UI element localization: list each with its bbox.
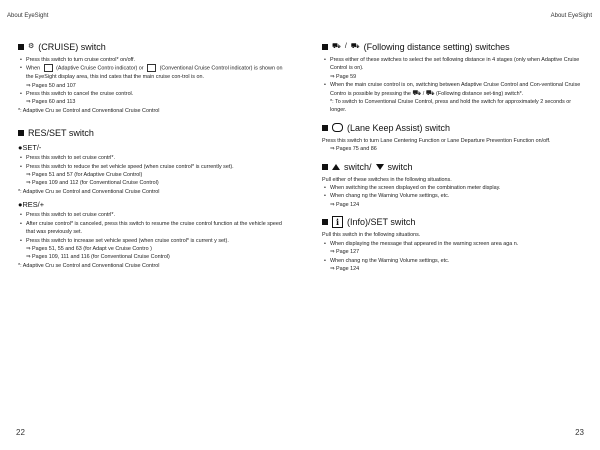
page-header: About EyeSight — [550, 13, 592, 19]
section-bullet-icon — [322, 125, 328, 131]
cruise-icon: ⚙ — [28, 43, 35, 50]
set-minus-subheading: ●SET/- — [18, 143, 42, 153]
section-bullet-icon — [322, 164, 328, 170]
page-number: 23 — [575, 428, 584, 437]
up-down-switch-heading: switch/ switch — [322, 161, 588, 173]
right-column — [322, 41, 588, 273]
section-bullet-icon — [18, 44, 24, 50]
res-plus-body: • Press this switch to set cruise contrl*. • After cruise control* is canceled, press this switch to resume the cruise control function at the vehicle speed that was previously set. • Press this switch to increase set vehicle speed (when cruise control* is current y set). ⇒ Pages 51, 55 and 63 (for Adapt ve Cruise Contro ) ⇒ Pages 109, 111 and 116 (for Conventional Cruise Control) *: Adaptive Cru se Control and Conventional Cruise Control — [18, 211, 286, 270]
distance-increase-icon: ⛟ — [425, 89, 435, 97]
distance-decrease-icon: ⛟ — [412, 89, 422, 97]
lane-keep-assist-body: Press this switch to turn Lane Centering Function or Lane Departure Prevention Function on/off. ⇒ Pages 75 and 86 — [322, 137, 551, 153]
page-header: About EyeSight — [7, 13, 49, 19]
info-icon: i — [332, 216, 343, 228]
section-bullet-icon — [18, 130, 24, 136]
cruise-switch-body: • Press this switch to turn cruise control* on/off. • When (Adaptive Cruise Contro indicator) or (Conventional Cruise Control indicator) is shown on the EyeSight display area, this ind cates that the main cruise con-trol is on. ⇒ Pages 50 and 107 • Press this switch to cancel the cruise control. ⇒ Pages 60 and 113 *: Adaptive Cru se Control and Conventional Cruise Control — [18, 56, 286, 115]
resset-switch-heading: RES/SET switch — [18, 127, 286, 139]
up-down-switch-body: Pull either of these switches in the following situations. • When switching the screen displayed on the combination meter display. • When chang ng the Warning Volume settings, etc. ⇒ Page 124 — [322, 176, 588, 210]
section-bullet-icon — [322, 219, 328, 225]
page-number: 22 — [16, 428, 25, 437]
following-distance-heading: ⛟ / ⛟ (Following distance setting) switches — [322, 41, 588, 53]
triangle-down-icon — [376, 164, 384, 170]
right-page — [300, 0, 600, 450]
res-plus-subheading: ●RES/+ — [18, 200, 45, 210]
cruise-switch-heading: ⚙ (CRUISE) switch — [18, 41, 286, 53]
adaptive-cruise-indicator-icon — [44, 64, 53, 72]
lane-keep-assist-heading: (Lane Keep Assist) switch — [322, 122, 588, 134]
set-minus-body: • Press this switch to set cruise contrl*. • Press this switch to reduce the set vehicle speed (when cruise control* is currently set). ⇒ Pages 51 and 57 (for Adaptive Cruise Control) ⇒ Pages 109 and 112 (for Conventional Cruise Control) *: Adaptive Cru se Control and Conventional Cruise Control — [18, 154, 286, 196]
lane-keep-assist-icon — [332, 123, 343, 132]
following-distance-body: • Press either of these switches to select the set following distance in 4 stages (only when Adaptive Cruise Control is on). ⇒ Page 59 • When the main cruise control is on, switching between Adaptive Cruise Control and Con-ventional Cruise Contro is possible by pressing the ⛟ / ⛟ (Following distance set-ting) switch*. *: To switch to Conventional Cruise Control, press and hold the switch for approximately 2 seconds or longer. — [322, 56, 588, 115]
left-column — [18, 41, 286, 270]
distance-bullet-switching: • When the main cruise control is on, switching between Adaptive Cruise Control and Con-ventional Cruise Contro is possible by pressing the ⛟ / ⛟ (Following distance set-ting) switch*. — [322, 81, 588, 98]
distance-decrease-icon: ⛟ — [332, 43, 341, 50]
conventional-cruise-indicator-icon — [147, 64, 156, 72]
distance-increase-icon: ⛟ — [350, 43, 360, 50]
triangle-up-icon — [332, 164, 340, 170]
info-set-switch-body: Pull this switch in the following situations. • When displaying the message that appeared in the warning screen area aga n. ⇒ Page 127 • When chang ng the Warning Volume settings, etc. ⇒ Page 124 — [322, 231, 588, 273]
section-bullet-icon — [322, 44, 328, 50]
info-set-switch-heading: i (Info)/SET switch — [322, 216, 588, 228]
cruise-bullet-indicators: • When (Adaptive Cruise Contro indicator) or (Conventional Cruise Control indicator) is shown on the EyeSight display area, this ind cates that the main cruise con-trol is on. — [18, 64, 286, 81]
